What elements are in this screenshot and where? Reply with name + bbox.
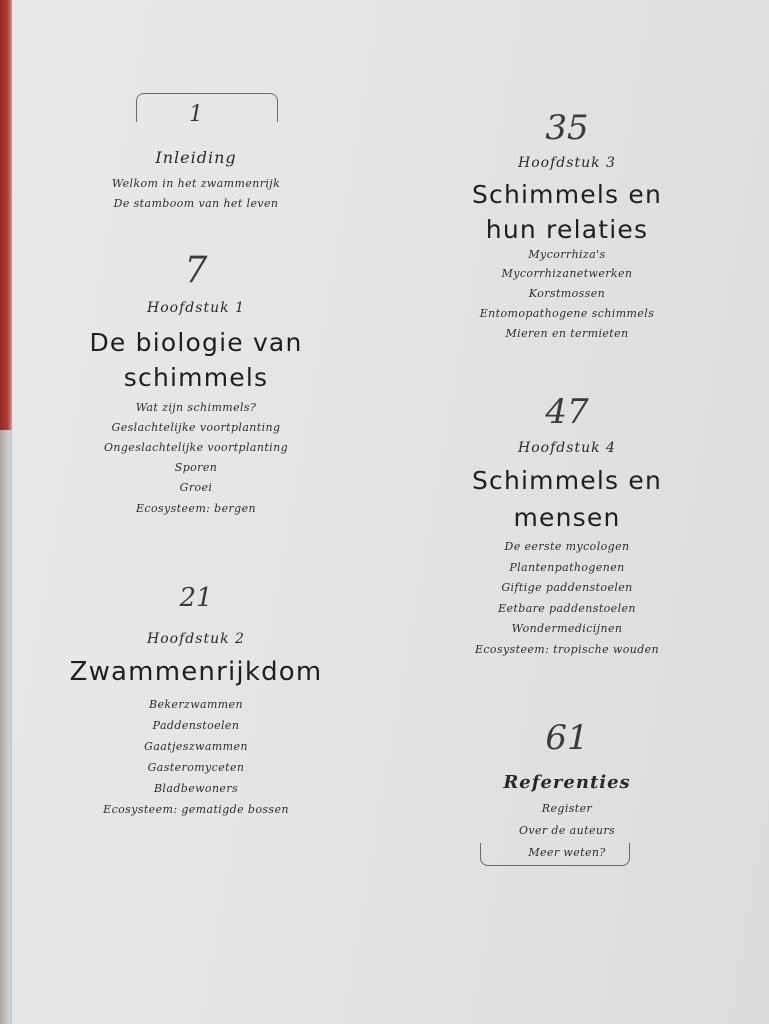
chapter1-title-line2[interactable]: schimmels (123, 363, 269, 392)
chapter1-item-1[interactable]: Wat zijn schimmels? (135, 401, 257, 414)
intro-item-2[interactable]: De stamboom van het leven (113, 197, 279, 210)
references-title[interactable]: Referenties (503, 772, 631, 793)
chapter1-item-2[interactable]: Geslachtelijke voortplanting (111, 421, 281, 434)
chapter2-title[interactable]: Zwammenrijkdom (69, 657, 323, 687)
chapter2-item-5[interactable]: Bladbewoners (153, 782, 239, 795)
book-spine-lower (0, 430, 10, 1024)
chapter3-item-4[interactable]: Entomopathogene schimmels (479, 307, 655, 320)
chapter3-page-number: 35 (545, 108, 589, 148)
chapter4-item-4[interactable]: Eetbare paddenstoelen (498, 602, 636, 615)
intro-title[interactable]: Inleiding (155, 148, 237, 167)
chapter1-item-6[interactable]: Ecosysteem: bergen (135, 502, 257, 515)
chapter3-item-3[interactable]: Korstmossen (528, 287, 606, 300)
chapter1-item-4[interactable]: Sporen (174, 461, 218, 474)
right-column (422, 0, 712, 1024)
chapter3-title-line1[interactable]: Schimmels en (471, 180, 663, 209)
chapter4-page-number: 47 (545, 392, 589, 432)
chapter2-label: Hoofdstuk 2 (147, 631, 245, 647)
chapter1-item-5[interactable]: Groei (179, 481, 213, 494)
chapter3-item-1[interactable]: Mycorrhiza's (528, 248, 606, 261)
chapter2-item-2[interactable]: Paddenstoelen (152, 719, 240, 732)
intro-page-number: 1 (189, 102, 203, 127)
chapter1-title-line1[interactable]: De biologie van (89, 328, 303, 357)
chapter2-page-number: 21 (179, 583, 213, 613)
chapter4-item-5[interactable]: Wondermedicijnen (511, 622, 623, 635)
intro-item-1[interactable]: Welkom in het zwammenrijk (111, 177, 281, 190)
references-item-2[interactable]: Over de auteurs (518, 824, 616, 837)
references-item-3[interactable]: Meer weten? (528, 846, 606, 859)
chapter4-label: Hoofdstuk 4 (518, 440, 616, 456)
references-page-number: 61 (545, 718, 589, 758)
chapter3-label: Hoofdstuk 3 (518, 155, 616, 171)
chapter3-title-line2[interactable]: hun relaties (485, 215, 649, 244)
chapter2-item-6[interactable]: Ecosysteem: gematigde bossen (103, 803, 289, 816)
chapter4-item-6[interactable]: Ecosysteem: tropische wouden (474, 643, 660, 656)
references-item-1[interactable]: Register (541, 802, 593, 815)
chapter3-item-2[interactable]: Mycorrhizanetwerken (501, 267, 633, 280)
chapter4-title-line2[interactable]: mensen (513, 503, 621, 532)
chapter4-item-3[interactable]: Giftige paddenstoelen (501, 581, 633, 594)
chapter1-page-number: 7 (184, 250, 208, 291)
chapter1-label: Hoofdstuk 1 (147, 300, 245, 316)
chapter4-title-line1[interactable]: Schimmels en (471, 466, 663, 495)
chapter2-item-4[interactable]: Gasteromyceten (147, 761, 245, 774)
left-column (60, 0, 332, 1024)
chapter2-item-3[interactable]: Gaatjeszwammen (144, 740, 248, 753)
chapter2-item-1[interactable]: Bekerzwammen (148, 698, 244, 711)
chapter3-item-5[interactable]: Mieren en termieten (505, 327, 629, 340)
chapter4-item-1[interactable]: De eerste mycologen (504, 540, 630, 553)
chapter4-item-2[interactable]: Plantenpathogenen (509, 561, 625, 574)
chapter1-item-3[interactable]: Ongeslachtelijke voortplanting (103, 441, 289, 454)
